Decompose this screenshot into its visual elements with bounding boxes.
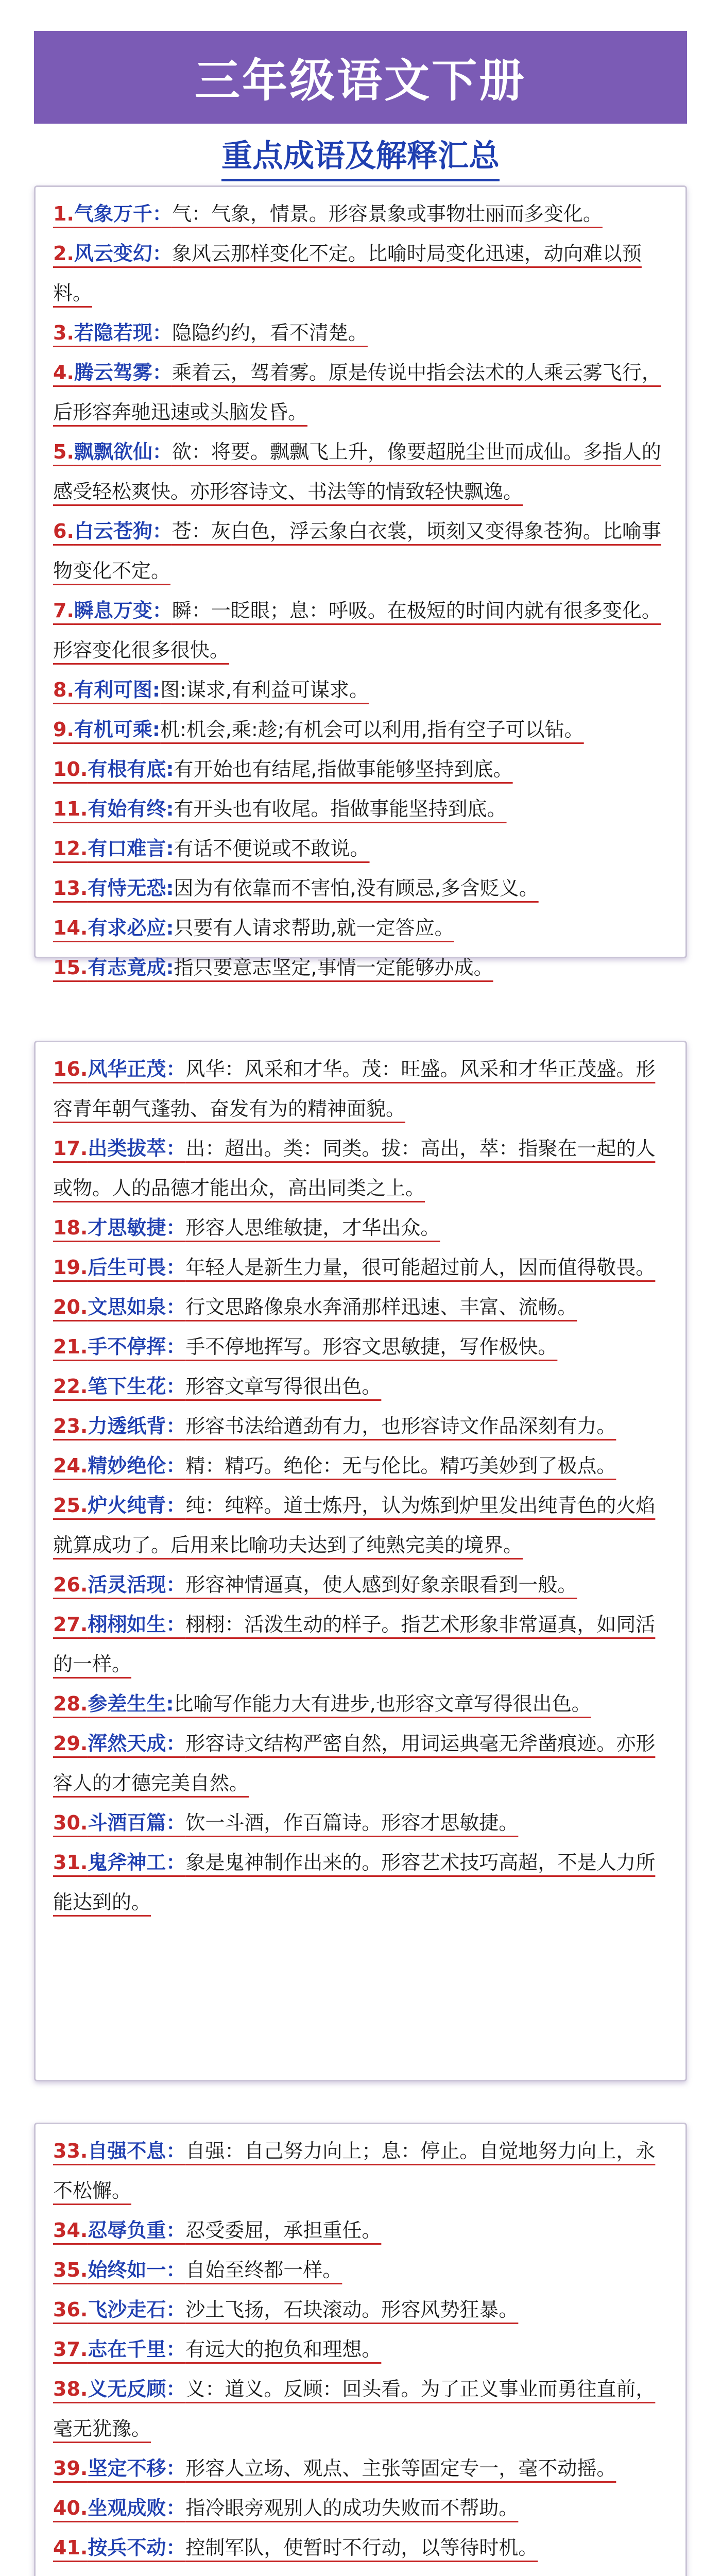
idiom-term: 炉火纯青： [88, 1494, 186, 1517]
idiom-number: 30. [53, 1811, 88, 1834]
idiom-definition: 形容神情逼真，使人感到好象亲眼看到一般。 [185, 1573, 577, 1596]
idiom-term: 风华正茂： [88, 1058, 186, 1080]
idiom-definition: 精：精巧。绝伦：无与伦比。精巧美妙到了极点。 [185, 1454, 616, 1477]
idiom-term: 始终如一： [88, 2259, 186, 2281]
idiom-definition: 年轻人是新生力量，很可能超过前人，因而值得敬畏。 [185, 1256, 656, 1279]
idiom-number: 16. [53, 1058, 88, 1080]
idiom-entry [53, 1605, 673, 1684]
idiom-number: 25. [53, 1494, 88, 1517]
idiom-definition: 出：超出。类：同类。拔：高出，萃：指聚在一起的人或物。人的品德才能出众，高出同类之上。 [53, 1137, 656, 1199]
idiom-definition: 沙土飞扬，石块滚动。形容风势狂暴。 [185, 2298, 519, 2321]
idiom-card-3 [34, 2123, 687, 2576]
idiom-number: 1. [53, 202, 74, 225]
idiom-definition: 形容人立场、观点、主张等固定专一，毫不动摇。 [185, 2457, 616, 2480]
idiom-term: 瞬息万变： [74, 599, 172, 622]
idiom-term: 栩栩如生： [88, 1613, 186, 1636]
idiom-entry [53, 2131, 673, 2211]
idiom-definition: 形容书法给遒劲有力，也形容诗文作品深刻有力。 [185, 1415, 616, 1437]
idiom-definition: 苍：灰白色，浮云象白衣裳，顷刻又变得象苍狗。比喻事物变化不定。 [53, 520, 661, 582]
idiom-term: 风云变幻： [74, 242, 172, 265]
idiom-entry [53, 869, 673, 908]
idiom-entry [53, 1446, 673, 1486]
idiom-entry [53, 2568, 673, 2576]
idiom-number: 22. [53, 1375, 88, 1398]
idiom-number: 21. [53, 1335, 88, 1358]
idiom-entry [53, 2211, 673, 2250]
idiom-term: 出类拔萃： [88, 1137, 186, 1160]
idiom-entry [53, 1406, 673, 1446]
idiom-definition: 指冷眼旁观别人的成功失败而不帮助。 [185, 2497, 519, 2519]
idiom-definition: 栩栩：活泼生动的样子。指艺术形象非常逼真，如同活的一样。 [53, 1613, 656, 1675]
idiom-definition: 有开始也有结尾,指做事能够坚持到底。 [174, 758, 513, 781]
idiom-number: 19. [53, 1256, 88, 1279]
idiom-entry [53, 670, 673, 710]
idiom-term: 坚定不移： [88, 2457, 186, 2480]
idiom-entry [53, 2449, 673, 2488]
idiom-entry [53, 789, 673, 829]
idiom-number: 18. [53, 1216, 88, 1239]
idiom-term: 有机可乘: [74, 718, 161, 741]
idiom-number: 15. [53, 956, 88, 979]
idiom-definition: 形容人思维敏捷，才华出众。 [185, 1216, 440, 1239]
idiom-entry [53, 750, 673, 789]
idiom-term: 才思敏捷： [88, 1216, 186, 1239]
page-subtitle-wrap [34, 128, 687, 184]
idiom-number: 12. [53, 837, 88, 860]
idiom-term: 坐观成败： [88, 2497, 186, 2519]
idiom-entry [53, 1843, 673, 1922]
idiom-term: 笔下生花： [88, 1375, 186, 1398]
idiom-card-1 [34, 185, 687, 979]
idiom-number: 24. [53, 1454, 88, 1477]
idiom-number: 6. [53, 520, 74, 543]
idiom-definition: 自始至终都一样。 [185, 2259, 342, 2281]
idiom-definition: 有开头也有收尾。指做事能坚持到底。 [174, 798, 507, 820]
idiom-term: 鬼斧神工： [88, 1851, 186, 1874]
idiom-definition: 忍受委屈，承担重任。 [185, 2219, 382, 2242]
idiom-number: 29. [53, 1732, 88, 1755]
idiom-entry [53, 2250, 673, 2290]
idiom-term: 精妙绝伦： [88, 1454, 186, 1477]
idiom-definition: 只要有人请求帮助,就一定答应。 [174, 917, 454, 939]
idiom-number: 13. [53, 877, 88, 900]
idiom-entry [53, 2528, 673, 2568]
idiom-number: 33. [53, 2140, 88, 2162]
idiom-number: 7. [53, 599, 74, 622]
idiom-term: 有恃无恐: [88, 877, 174, 900]
idiom-term: 若隐若现： [74, 321, 172, 344]
idiom-number: 35. [53, 2259, 88, 2281]
idiom-definition: 风华：风采和才华。茂：旺盛。风采和才华正茂盛。形容青年朝气蓬勃、奋发有为的精神面貌。 [53, 1058, 656, 1120]
idiom-entry [53, 2488, 673, 2528]
page-subtitle: 重点成语及解释汇总 [221, 131, 500, 181]
idiom-term: 手不停挥： [88, 1335, 186, 1358]
idiom-term: 忍辱负重： [88, 2219, 186, 2242]
idiom-entry [53, 948, 673, 988]
idiom-number: 40. [53, 2497, 88, 2519]
idiom-definition: 比喻写作能力大有进步,也形容文章写得很出色。 [174, 1692, 591, 1715]
idiom-number: 36. [53, 2298, 88, 2321]
idiom-term: 白云苍狗： [74, 520, 172, 543]
idiom-term: 腾云驾雾： [74, 361, 172, 384]
idiom-definition: 有话不便说或不敢说。 [174, 837, 370, 860]
idiom-definition: 控制军队，使暂时不行动，以等待时机。 [185, 2536, 538, 2559]
idiom-entry [53, 1486, 673, 1565]
idiom-definition: 行文思路像泉水奔涌那样迅速、丰富、流畅。 [185, 1296, 577, 1318]
idiom-number: 20. [53, 1296, 88, 1318]
idiom-entry [53, 1287, 673, 1327]
idiom-definition: 乘着云，驾着雾。原是传说中指会法术的人乘云雾飞行，后形容奔驰迅速或头脑发昏。 [53, 361, 661, 423]
idiom-entry [53, 1248, 673, 1287]
idiom-definition: 自强：自己努力向上；息：停止。自觉地努力向上，永不松懈。 [53, 2140, 656, 2202]
idiom-term: 气象万千： [74, 202, 172, 225]
idiom-number: 34. [53, 2219, 88, 2242]
idiom-number: 8. [53, 679, 74, 701]
idiom-term: 按兵不动： [88, 2536, 186, 2559]
idiom-number: 39. [53, 2457, 88, 2480]
idiom-number: 3. [53, 321, 74, 344]
idiom-number: 2. [53, 242, 74, 265]
idiom-card-2 [34, 1041, 687, 2081]
idiom-term: 自强不息： [88, 2140, 186, 2162]
idiom-term: 斗酒百篇： [88, 1811, 186, 1834]
idiom-entry [53, 1049, 673, 1129]
idiom-definition: 机:机会,乘:趁;有机会可以利用,指有空子可以钻。 [160, 718, 584, 741]
idiom-definition: 指只要意志坚定,事情一定能够办成。 [174, 956, 493, 979]
idiom-term: 有始有终: [88, 798, 174, 820]
idiom-term: 活灵活现： [88, 1573, 186, 1596]
idiom-definition: 象风云那样变化不定。比喻时局变化迅速，动向难以预料。 [53, 242, 642, 304]
idiom-term: 飘飘欲仙： [74, 440, 172, 463]
idiom-entry [53, 1367, 673, 1406]
idiom-term: 力透纸背： [88, 1415, 186, 1437]
idiom-term: 有志竟成: [88, 956, 174, 979]
idiom-number: 5. [53, 440, 74, 463]
idiom-definition: 隐隐约约，看不清楚。 [171, 321, 368, 344]
idiom-definition: 象是鬼神制作出来的。形容艺术技巧高超，不是人力所能达到的。 [53, 1851, 656, 1913]
idiom-term: 后生可畏： [88, 1256, 186, 1279]
idiom-term: 有求必应: [88, 917, 174, 939]
idiom-entry [53, 353, 673, 432]
idiom-number: 38. [53, 2378, 88, 2400]
idiom-term: 志在千里： [88, 2338, 186, 2361]
idiom-number: 41. [53, 2536, 88, 2559]
idiom-entry [53, 1208, 673, 1248]
idiom-entry [53, 591, 673, 670]
idiom-number: 26. [53, 1573, 88, 1596]
idiom-entry [53, 234, 673, 313]
idiom-entry [53, 829, 673, 869]
idiom-number: 37. [53, 2338, 88, 2361]
idiom-number: 9. [53, 718, 74, 741]
idiom-definition: 形容文章写得很出色。 [185, 1375, 382, 1398]
idiom-entry [53, 1803, 673, 1843]
idiom-number: 11. [53, 798, 88, 820]
idiom-definition: 义：道义。反顾：回头看。为了正义事业而勇往直前，毫无犹豫。 [53, 2378, 656, 2440]
idiom-entry [53, 1129, 673, 1208]
idiom-definition: 手不停地挥写。形容文思敏捷，写作极快。 [185, 1335, 558, 1358]
idiom-definition: 瞬：一眨眼；息：呼吸。在极短的时间内就有很多变化。形容变化很多很快。 [53, 599, 661, 662]
idiom-number: 31. [53, 1851, 88, 1874]
idiom-definition: 有远大的抱负和理想。 [185, 2338, 382, 2361]
idiom-term: 有利可图: [74, 679, 161, 701]
idiom-definition: 欲：将要。飘飘飞上升，像要超脱尘世而成仙。多指人的感受轻松爽快。亦形容诗文、书法等的情致轻快飘逸。 [53, 440, 661, 503]
idiom-term: 浑然天成： [88, 1732, 186, 1755]
idiom-definition: 因为有依靠而不害怕,没有顾忌,多含贬义。 [174, 877, 539, 900]
idiom-definition: 图:谋求,有利益可谋求。 [160, 679, 369, 701]
idiom-entry [53, 2290, 673, 2330]
idiom-definition: 饮一斗酒，作百篇诗。形容才思敏捷。 [185, 1811, 519, 1834]
idiom-entry [53, 1565, 673, 1605]
idiom-number: 17. [53, 1137, 88, 1160]
idiom-term: 有根有底: [88, 758, 174, 781]
idiom-definition: 形容诗文结构严密自然，用词运典毫无斧凿痕迹。亦形容人的才德完美自然。 [53, 1732, 656, 1794]
idiom-entry [53, 512, 673, 591]
idiom-number: 10. [53, 758, 88, 781]
idiom-definition: 气：气象，情景。形容景象或事物壮丽而多变化。 [171, 202, 603, 225]
page-header [34, 31, 687, 124]
idiom-number: 27. [53, 1613, 88, 1636]
idiom-term: 参差生生: [88, 1692, 174, 1715]
page-title: 三年级语文下册 [194, 54, 526, 107]
idiom-number: 14. [53, 917, 88, 939]
idiom-entry [53, 1724, 673, 1803]
idiom-term: 义无反顾： [88, 2378, 186, 2400]
idiom-entry [53, 908, 673, 948]
idiom-number: 23. [53, 1415, 88, 1437]
idiom-number: 28. [53, 1692, 88, 1715]
idiom-term: 文思如泉： [88, 1296, 186, 1318]
idiom-entry [53, 710, 673, 750]
idiom-entry [53, 1684, 673, 1724]
idiom-entry [53, 432, 673, 512]
idiom-term: 有口难言: [88, 837, 174, 860]
idiom-entry [53, 2369, 673, 2449]
idiom-entry [53, 1327, 673, 1367]
idiom-number: 4. [53, 361, 74, 384]
idiom-entry [53, 2330, 673, 2369]
idiom-term: 飞沙走石： [88, 2298, 186, 2321]
idiom-entry [53, 194, 673, 234]
idiom-definition: 纯：纯粹。道士炼丹，认为炼到炉里发出纯青色的火焰就算成功了。后用来比喻功夫达到了纯熟完美的境界。 [53, 1494, 656, 1556]
idiom-entry [53, 313, 673, 353]
